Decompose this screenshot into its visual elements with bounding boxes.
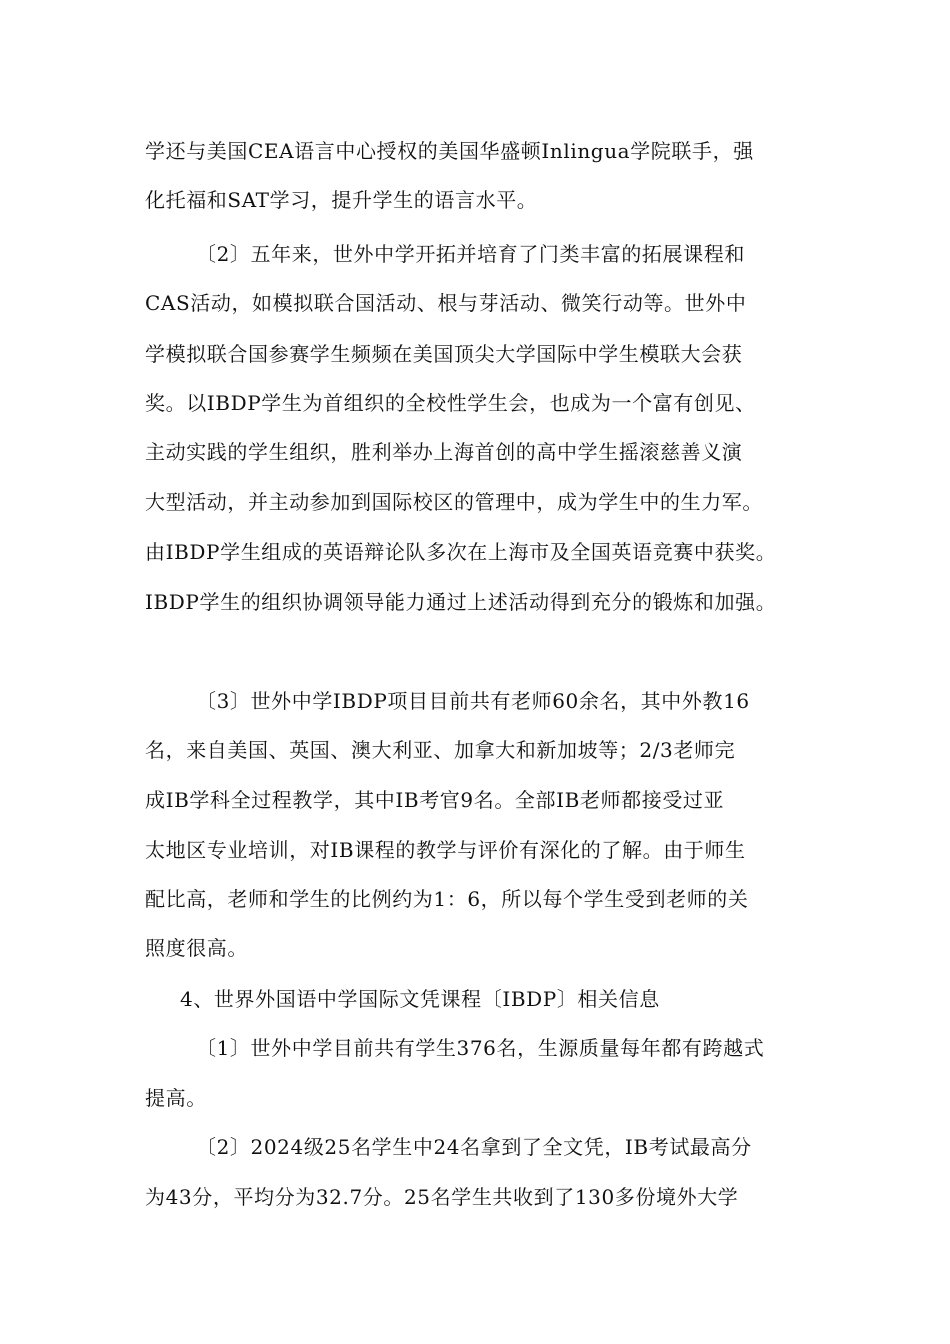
text-line: 成IB学科全过程教学，其中IB考官9名。全部IB老师都接受过亚 xyxy=(145,788,725,812)
text-line: CAS活动，如模拟联合国活动、根与芽活动、微笑行动等。世外中 xyxy=(145,291,747,315)
text-line: IBDP学生的组织协调领导能力通过上述活动得到充分的锻炼和加强。 xyxy=(145,590,777,614)
paragraph-start-line: 〔2〕2024级25名学生中24名拿到了全文凭，IB考试最高分 xyxy=(196,1135,752,1159)
text-line: 为43分，平均分为32.7分。25名学生共收到了130多份境外大学 xyxy=(145,1185,739,1209)
text-line: 学模拟联合国参赛学生频频在美国顶尖大学国际中学生模联大会获 xyxy=(145,342,743,366)
paragraph-start-line: 〔1〕世外中学目前共有学生376名，生源质量每年都有跨越式 xyxy=(196,1036,765,1060)
text-line: 太地区专业培训，对IB课程的教学与评价有深化的了解。由于师生 xyxy=(145,838,746,862)
text-line: 由IBDP学生组成的英语辩论队多次在上海市及全国英语竞赛中获奖。 xyxy=(145,540,777,564)
text-line: 奖。以IBDP学生为首组织的全校性学生会，也成为一个富有创见、 xyxy=(145,391,756,415)
text-line: 化托福和SAT学习，提升学生的语言水平。 xyxy=(145,188,538,212)
text-line: 大型活动，并主动参加到国际校区的管理中，成为学生中的生力军。 xyxy=(145,490,763,514)
paragraph-start-line: 〔3〕世外中学IBDP项目目前共有老师60余名，其中外教16 xyxy=(196,689,750,713)
text-line: 学还与美国CEA语言中心授权的美国华盛顿Inlingua学院联手，强 xyxy=(145,139,754,163)
text-line: 配比高，老师和学生的比例约为1：6，所以每个学生受到老师的关 xyxy=(145,887,749,911)
text-line: 提高。 xyxy=(145,1086,207,1110)
paragraph-start-line: 〔2〕五年来，世外中学开拓并培育了门类丰富的拓展课程和 xyxy=(196,242,745,266)
text-line: 名，来自美国、英国、澳大利亚、加拿大和新加坡等；2/3老师完 xyxy=(145,738,736,762)
text-line: 主动实践的学生组织，胜利举办上海首创的高中学生摇滚慈善义演 xyxy=(145,440,743,464)
text-line: 照度很高。 xyxy=(145,936,248,960)
section-heading: 4、世界外国语中学国际文凭课程〔IBDP〕相关信息 xyxy=(180,987,660,1011)
